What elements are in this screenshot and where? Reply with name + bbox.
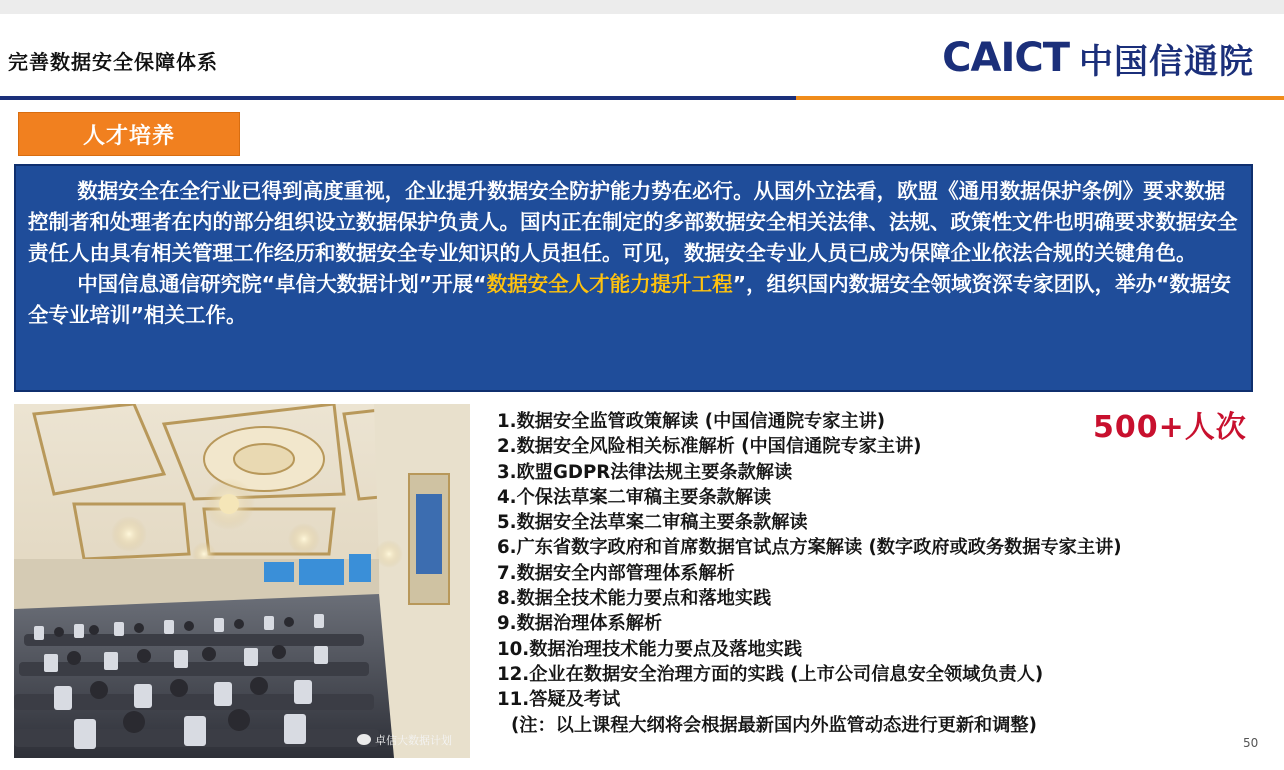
top-strip [0, 0, 1284, 14]
course-item: (注：以上课程大纲将会根据最新国内外监管动态进行更新和调整) [511, 714, 1037, 736]
logo-text-en: CAICT [942, 35, 1069, 81]
section-tab: 人才培养 [18, 112, 240, 156]
intro-paragraph-2 [28, 269, 1241, 331]
intro-p2-before: 中国信息通信研究院“卓信大数据计划”开展“ [77, 272, 487, 296]
caict-logo [942, 36, 1254, 80]
logo-text-cn: 中国信通院 [1079, 41, 1254, 82]
training-photo [14, 404, 470, 758]
course-list [497, 409, 1257, 738]
intro-p2-highlight: 数据安全人才能力提升工程 [486, 272, 733, 296]
course-item: 1.数据安全监管政策解读 (中国信通院专家主讲) [497, 411, 886, 432]
attendance-stat: 500+人次 [1093, 410, 1247, 445]
course-item: 3.欧盟GDPR法律法规主要条款解读 [497, 461, 793, 483]
course-item: 4.个保法草案二审稿主要条款解读 [497, 486, 772, 508]
course-item: 6.广东省数字政府和首席数据官试点方案解读 (数字政府或政务数据专家主讲) [497, 537, 1122, 559]
course-item: 8.数据全技术能力要点和落地实践 [497, 588, 772, 610]
page-title: 完善数据安全保障体系 [8, 50, 218, 74]
intro-box [14, 164, 1253, 392]
wechat-icon [357, 734, 371, 745]
header-divider [0, 96, 1284, 100]
course-item: 7.数据安全内部管理体系解析 [497, 562, 735, 584]
course-item: 5.数据安全法草案二审稿主要条款解读 [497, 512, 808, 534]
intro-paragraph-1: 数据安全在全行业已得到高度重视，企业提升数据安全防护能力势在必行。从国外立法看，欧盟《通用数据保护条例》要求数据控制者和处理者在内的部分组织设立数据保护负责人。国内正在制定的多部数据安全相关法律、法规、政策性文件也明确要求数据安全责任人由具有相关管理工作经历和数据安全专业知识的人员担任。可见，数据安全专业人员已成为保障企业依法合规的关键角色。 [28, 179, 1238, 265]
course-item: 12.企业在数据安全治理方面的实践 (上市公司信息安全领域负责人) [497, 663, 1044, 685]
watermark-text: 卓信大数据计划 [375, 734, 452, 747]
page-number: 50 [1243, 736, 1259, 750]
course-item: 11.答疑及考试 [497, 689, 621, 711]
intro-p2-after: ”，组织国内数据安全领域资深专家团队，举办“数据安全专业培训”相关工作。 [28, 272, 1232, 327]
photo-watermark [357, 732, 452, 748]
course-item: 10.数据治理技术能力要点及落地实践 [497, 638, 803, 660]
course-item: 9.数据治理体系解析 [497, 613, 663, 635]
course-item: 2.数据安全风险相关标准解析 (中国信通院专家主讲) [497, 436, 922, 458]
conference-hall-illustration [14, 404, 470, 758]
